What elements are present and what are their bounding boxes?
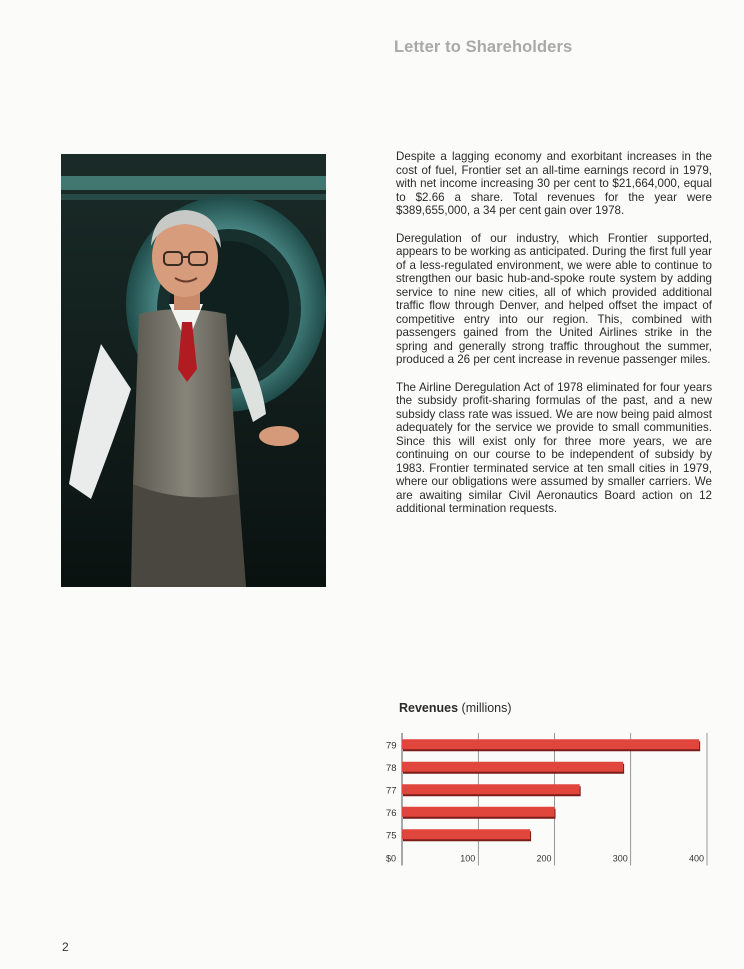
category-label: 77 [386,785,397,797]
chart-title-unit: (millions) [461,701,512,715]
chart-title [399,701,512,715]
portrait-photo [61,154,326,587]
x-tick-label: 100 [460,853,476,864]
bar-77 [402,784,580,794]
bar-78 [402,762,623,772]
x-tick-label: 300 [612,853,628,864]
revenue-bar-chart [380,725,720,885]
letter-paragraph-3: The Airline Deregulation Act of 1978 eliminated for four years the subsidy profit-sharing formulas of the past, and a new subsidy class rate was issued. We are now being paid almost adequately for the service we provide to small communities. Since this will exist only for three more years, we are continuing on our course to be independent of subsidy by 1983. Frontier terminated service at ten small cities in 1979, where our obligations were assumed by smaller carriers. We are awaiting similar Civil Aeronautics Board action on 12 additional termination requests. [396,380,712,515]
letter-paragraph-1: Despite a lagging economy and exorbitant increases in the cost of fuel, Frontier set an all-time earnings record in 1979, with net income increasing 30 per cent to $21,664,000, equal to $2.66 a share. Total revenues for the year were $389,655,000, a 34 per cent gain over 1978. [396,150,712,217]
category-label: 76 [386,807,397,819]
bar-75 [402,829,530,839]
category-label: 79 [386,740,397,752]
letter-body [396,150,712,530]
category-label: 78 [386,762,397,774]
bar-79 [402,739,699,749]
page-title: Letter to Shareholders [394,38,573,56]
category-label: 75 [386,830,397,842]
page-number: 2 [62,940,69,954]
chart-title-bold: Revenues [399,701,459,715]
bar-76 [402,807,555,817]
x-tick-label: 200 [536,853,552,864]
letter-paragraph-2: Deregulation of our industry, which Frontier supported, appears to be working as anticipated. During the first full year of a less-regulated environment, we were able to continue to strengthen our basic hub-and-spoke route system by adding service to nine new cities, all of which provided additional traffic flow through Denver, and helped offset the impact of competitive entry into our region. This, combined with passengers gained from the United Airlines strike in the spring and generally strong traffic throughout the summer, produced a 26 per cent increase in revenue passenger miles. [396,231,712,366]
x-tick-label: $0 [386,853,397,864]
x-tick-label: 400 [688,853,704,864]
